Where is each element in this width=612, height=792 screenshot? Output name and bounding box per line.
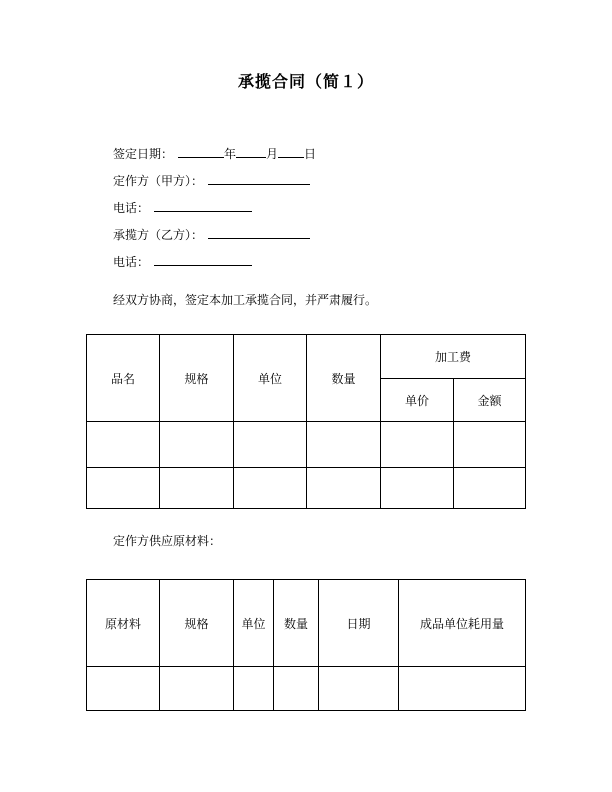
raw-materials-table bbox=[86, 579, 526, 711]
t1-cell-empty bbox=[87, 468, 160, 509]
t1-header-fee-group: 加工费 bbox=[381, 335, 526, 379]
t2-cell-empty bbox=[234, 667, 274, 711]
party-a-phone-line bbox=[113, 195, 316, 222]
t1-cell-empty bbox=[307, 468, 381, 509]
t1-body-row-2 bbox=[87, 468, 526, 509]
t2-cell-empty bbox=[319, 667, 399, 711]
party-b-label: 承揽方（乙方）： bbox=[113, 228, 204, 242]
t2-header-spec: 规格 bbox=[160, 580, 234, 667]
sign-date-line bbox=[113, 141, 316, 168]
t1-cell-empty bbox=[381, 422, 454, 468]
t2-header-qty: 数量 bbox=[274, 580, 319, 667]
party-a-line bbox=[113, 168, 316, 195]
party-a-phone-blank bbox=[154, 200, 252, 212]
t2-header-date: 日期 bbox=[319, 580, 399, 667]
party-b-phone-blank bbox=[154, 254, 252, 266]
t1-body-row-1 bbox=[87, 422, 526, 468]
t2-header-unit: 单位 bbox=[234, 580, 274, 667]
t1-header-product: 品名 bbox=[87, 335, 160, 422]
t1-cell-empty bbox=[454, 422, 526, 468]
party-b-name-blank bbox=[208, 227, 310, 239]
sign-date-label: 签定日期： bbox=[113, 147, 174, 161]
t1-cell-empty bbox=[160, 422, 234, 468]
t1-cell-empty bbox=[160, 468, 234, 509]
t2-cell-empty bbox=[87, 667, 160, 711]
t1-header-spec: 规格 bbox=[160, 335, 234, 422]
contract-header-form bbox=[113, 141, 316, 276]
party-a-label: 定作方（甲方）： bbox=[113, 174, 204, 188]
processing-fee-table bbox=[86, 334, 526, 509]
party-a-name-blank bbox=[208, 173, 310, 185]
t2-cell-empty bbox=[399, 667, 526, 711]
t1-cell-empty bbox=[87, 422, 160, 468]
intro-paragraph: 经双方协商，签定本加工承揽合同，并严肃履行。 bbox=[113, 293, 378, 307]
t1-header-unit: 单位 bbox=[234, 335, 307, 422]
materials-section-label: 定作方供应原材料： bbox=[113, 534, 222, 548]
year-label: 年 bbox=[224, 147, 237, 161]
t1-header-row-1 bbox=[87, 335, 526, 379]
t2-header-material: 原材料 bbox=[87, 580, 160, 667]
document-title: 承揽合同（简１） bbox=[237, 74, 374, 91]
sign-month-blank bbox=[236, 146, 266, 158]
t1-cell-empty bbox=[234, 422, 307, 468]
t2-body-row-1 bbox=[87, 667, 526, 711]
t2-header-row bbox=[87, 580, 526, 667]
t1-header-unit-price: 单价 bbox=[381, 379, 454, 422]
month-label: 月 bbox=[266, 147, 279, 161]
party-b-phone-line bbox=[113, 249, 316, 276]
day-label: 日 bbox=[304, 147, 317, 161]
sign-day-blank bbox=[278, 146, 304, 158]
party-b-phone-label: 电话： bbox=[113, 255, 150, 269]
party-a-phone-label: 电话： bbox=[113, 201, 150, 215]
t1-cell-empty bbox=[381, 468, 454, 509]
t1-cell-empty bbox=[234, 468, 307, 509]
t1-header-qty: 数量 bbox=[307, 335, 381, 422]
t2-cell-empty bbox=[274, 667, 319, 711]
t1-cell-empty bbox=[307, 422, 381, 468]
t2-cell-empty bbox=[160, 667, 234, 711]
t1-header-amount: 金额 bbox=[454, 379, 526, 422]
party-b-line bbox=[113, 222, 316, 249]
t1-cell-empty bbox=[454, 468, 526, 509]
t2-header-consumption: 成品单位耗用量 bbox=[399, 580, 526, 667]
sign-year-blank bbox=[178, 146, 224, 158]
